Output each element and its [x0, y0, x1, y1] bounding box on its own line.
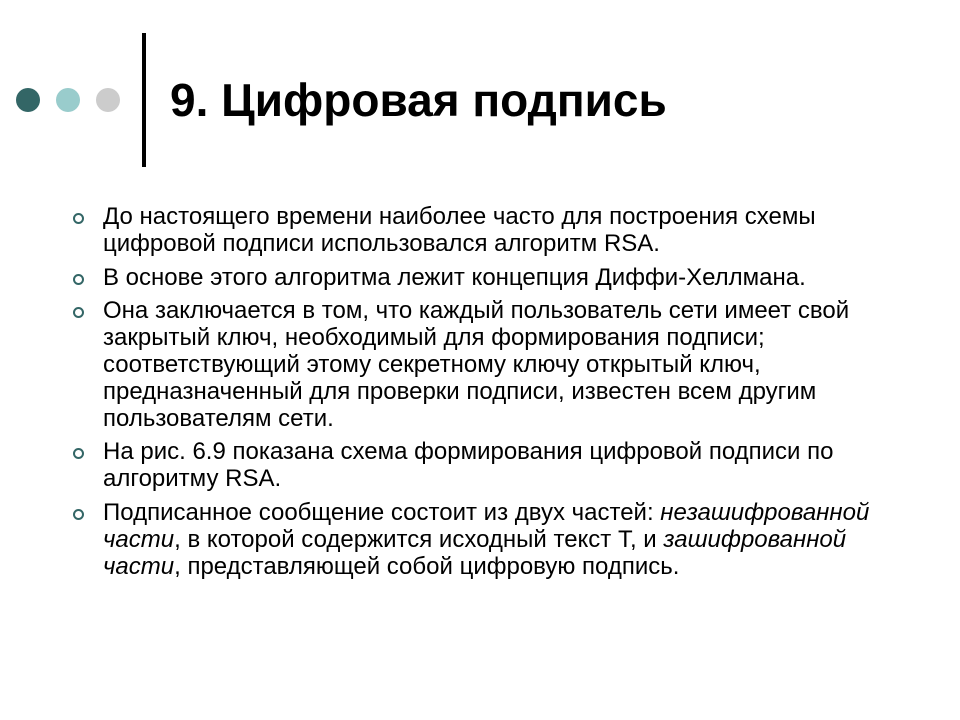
bullet-icon — [73, 448, 84, 459]
title-divider — [142, 33, 146, 167]
list-item — [103, 500, 903, 580]
bullet-icon — [73, 509, 84, 520]
list-item — [103, 439, 903, 493]
item-text: На рис. 6.9 показана схема формирования цифровой подписи по алгоритму RSA. — [103, 438, 834, 493]
slide-title: 9. Цифровая подпись — [170, 74, 667, 126]
bullet-icon — [73, 274, 84, 285]
item-text-italic: зашифрованной части — [103, 525, 847, 580]
bullet-list — [103, 204, 903, 587]
item-text: Она заключается в том, что каждый пользователь сети имеет свой закрытый ключ, необходимый для формирования подписи; соответствующий этому секретному ключу открытый ключ, предназначенный для проверки подписи, известен всем другим пользователям сети. — [103, 297, 850, 432]
item-text: До настоящего времени наиболее часто для построения схемы цифровой подписи использовался алгоритм RSA. — [103, 203, 816, 257]
list-item — [103, 265, 903, 292]
list-item — [103, 204, 903, 258]
item-text: Подписанное сообщение состоит из двух частей: — [103, 498, 661, 526]
list-item — [103, 298, 903, 432]
decor-dot-dark — [16, 88, 40, 112]
bullet-icon — [73, 307, 84, 318]
decor-dot-light-teal — [56, 88, 80, 112]
item-text: , в которой содержится исходный текст Т, и — [174, 525, 664, 553]
decor-dot-gray — [96, 88, 120, 112]
item-text-italic: незашифрованной части — [103, 498, 870, 553]
item-text: В основе этого алгоритма лежит концепция Диффи-Хеллмана. — [103, 263, 806, 291]
bullet-icon — [73, 213, 84, 224]
item-text: , представляющей собой цифровую подпись. — [174, 552, 680, 580]
